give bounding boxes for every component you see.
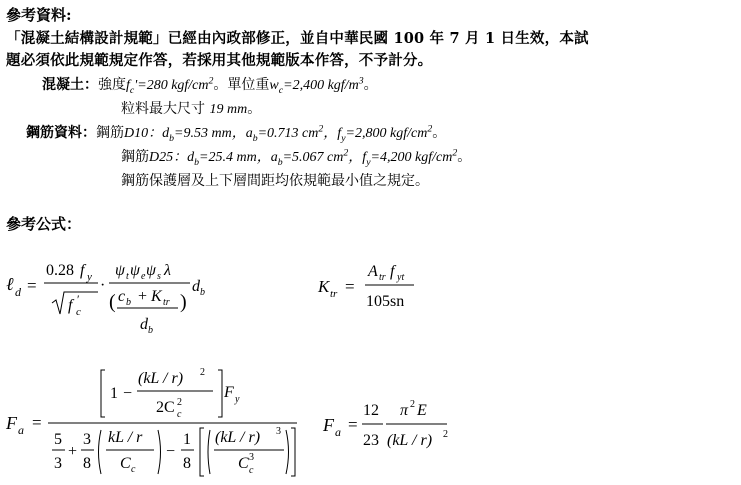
svg-text:b: b <box>200 287 205 298</box>
svg-text:ψ: ψ <box>130 262 140 279</box>
svg-text:c: c <box>249 465 254 476</box>
svg-text:2: 2 <box>200 367 205 378</box>
svg-text:3: 3 <box>276 426 281 437</box>
svg-text:(: ( <box>109 291 116 313</box>
svg-text:π: π <box>400 402 409 419</box>
svg-text:3: 3 <box>249 452 254 463</box>
svg-text:·: · <box>100 277 106 294</box>
svg-text:3: 3 <box>83 431 91 448</box>
concrete-label: 混凝土： <box>42 77 98 93</box>
cover-note: 鋼筋保護層及上下層間距均依規範最小值之規定。 <box>121 173 429 189</box>
svg-text:(kL / r): (kL / r) <box>215 429 261 446</box>
svg-text:ℓ: ℓ <box>6 274 14 294</box>
svg-text:(kL / r): (kL / r) <box>138 370 184 387</box>
svg-text:C: C <box>238 455 249 472</box>
svg-text:a: a <box>335 425 341 439</box>
svg-text:f: f <box>390 263 395 280</box>
svg-text:12: 12 <box>363 402 379 419</box>
svg-text:F: F <box>323 415 334 435</box>
svg-text:E: E <box>417 402 427 419</box>
svg-text:3: 3 <box>54 455 62 472</box>
svg-text:=: = <box>348 415 358 434</box>
svg-text:−: − <box>166 443 176 460</box>
svg-text:K: K <box>151 288 162 305</box>
unit-weight-label: 。單位重 <box>213 77 270 93</box>
wc-symbol: $w_c=2,400$ kgf/$m^3$ <box>269 75 364 96</box>
rebar-d10-row: 鋼筋資料：鋼筋D10：$d_b=9.53$ mm，$a_b=0.713$ $cm^2$，$f_y=2,800$ kgf/$cm^2$。 <box>26 123 447 144</box>
aggregate-row: 粒料最大尺寸 19 mm。 <box>121 101 262 117</box>
concrete-row: 混凝土：強度$f_c'=280$ kgf/$cm^2$。單位重$w_c=2,400$ kgf/$m^3$。 <box>42 75 378 96</box>
rebar-d25-row: 鋼筋D25：$d_b=25.4$ mm，$a_b=5.067$ $cm^2$，$f_y=4,200$ kgf/$cm^2$。 <box>121 147 472 168</box>
formula-ld <box>0 250 300 342</box>
svg-text:105sn: 105sn <box>366 293 405 310</box>
svg-text:′: ′ <box>77 292 80 306</box>
svg-text:5: 5 <box>54 431 62 448</box>
svg-text:e: e <box>141 271 146 282</box>
svg-text:=: = <box>27 276 37 295</box>
svg-text:tr: tr <box>330 288 338 300</box>
svg-text:tr: tr <box>163 297 170 308</box>
svg-text:d: d <box>140 316 148 333</box>
svg-text:1: 1 <box>183 431 191 448</box>
svg-text:(kL / r): (kL / r) <box>387 432 433 449</box>
rebar-label: 鋼筋資料： <box>26 125 96 141</box>
svg-text:+: + <box>68 443 78 460</box>
svg-text:d: d <box>192 278 200 295</box>
strength-label: 強度 <box>98 77 126 93</box>
svg-text:λ: λ <box>164 262 171 279</box>
svg-text:f: f <box>68 297 73 314</box>
svg-text:y: y <box>87 271 92 283</box>
svg-text:f: f <box>80 262 85 279</box>
svg-text:a: a <box>18 423 24 437</box>
svg-text:F: F <box>6 413 17 433</box>
svg-text:c: c <box>177 409 182 420</box>
aggregate-value: 19 mm <box>209 102 248 117</box>
svg-text:2: 2 <box>177 397 182 408</box>
svg-text:C: C <box>120 455 131 472</box>
svg-text:c: c <box>118 288 126 305</box>
svg-text:y: y <box>235 394 240 405</box>
svg-text:c: c <box>76 306 81 318</box>
svg-text:+: + <box>138 288 148 305</box>
svg-text:d: d <box>15 285 21 299</box>
svg-text:c: c <box>131 464 136 475</box>
svg-text:8: 8 <box>83 455 91 472</box>
svg-text:ψ: ψ <box>115 262 125 279</box>
svg-text:b: b <box>148 325 153 336</box>
svg-text:kL / r: kL / r <box>108 429 143 446</box>
svg-text:23: 23 <box>363 432 379 449</box>
svg-text:s: s <box>157 271 161 282</box>
svg-text:b: b <box>126 297 131 308</box>
reference-formulas-heading: 參考公式： <box>6 215 82 233</box>
svg-text:K: K <box>318 277 330 296</box>
reference-data-heading: 參考資料: <box>6 6 72 24</box>
formula-fa-2 <box>315 395 475 460</box>
formula-fa-1 <box>0 360 310 485</box>
svg-text:−: − <box>123 385 133 402</box>
formula-ktr <box>310 256 450 316</box>
svg-text:8: 8 <box>183 455 191 472</box>
svg-text:=: = <box>32 413 42 432</box>
svg-text:=: = <box>345 277 355 296</box>
svg-text:2: 2 <box>410 399 415 410</box>
notice-line-1: 「混凝土結構設計規範」已經由內政部修正，並自中華民國 100 年 7 月 1 日生效，本試 <box>6 30 589 47</box>
svg-text:ψ: ψ <box>146 262 156 279</box>
fc-symbol: $f_c'=280$ kgf/$cm^2$ <box>126 75 214 96</box>
svg-text:yt: yt <box>397 272 405 283</box>
svg-text:1: 1 <box>110 385 118 402</box>
svg-text:2C: 2C <box>156 399 175 416</box>
svg-text:F: F <box>224 384 234 401</box>
svg-text:tr: tr <box>379 272 386 283</box>
svg-text:0.28: 0.28 <box>46 262 74 279</box>
svg-text:t: t <box>126 271 129 282</box>
svg-text:A: A <box>368 263 378 280</box>
svg-text:2: 2 <box>443 429 448 440</box>
notice-line-2: 題必須依此規範規定作答，若採用其他規範版本作答，不予計分。 <box>6 52 433 69</box>
svg-text:): ) <box>180 291 187 313</box>
